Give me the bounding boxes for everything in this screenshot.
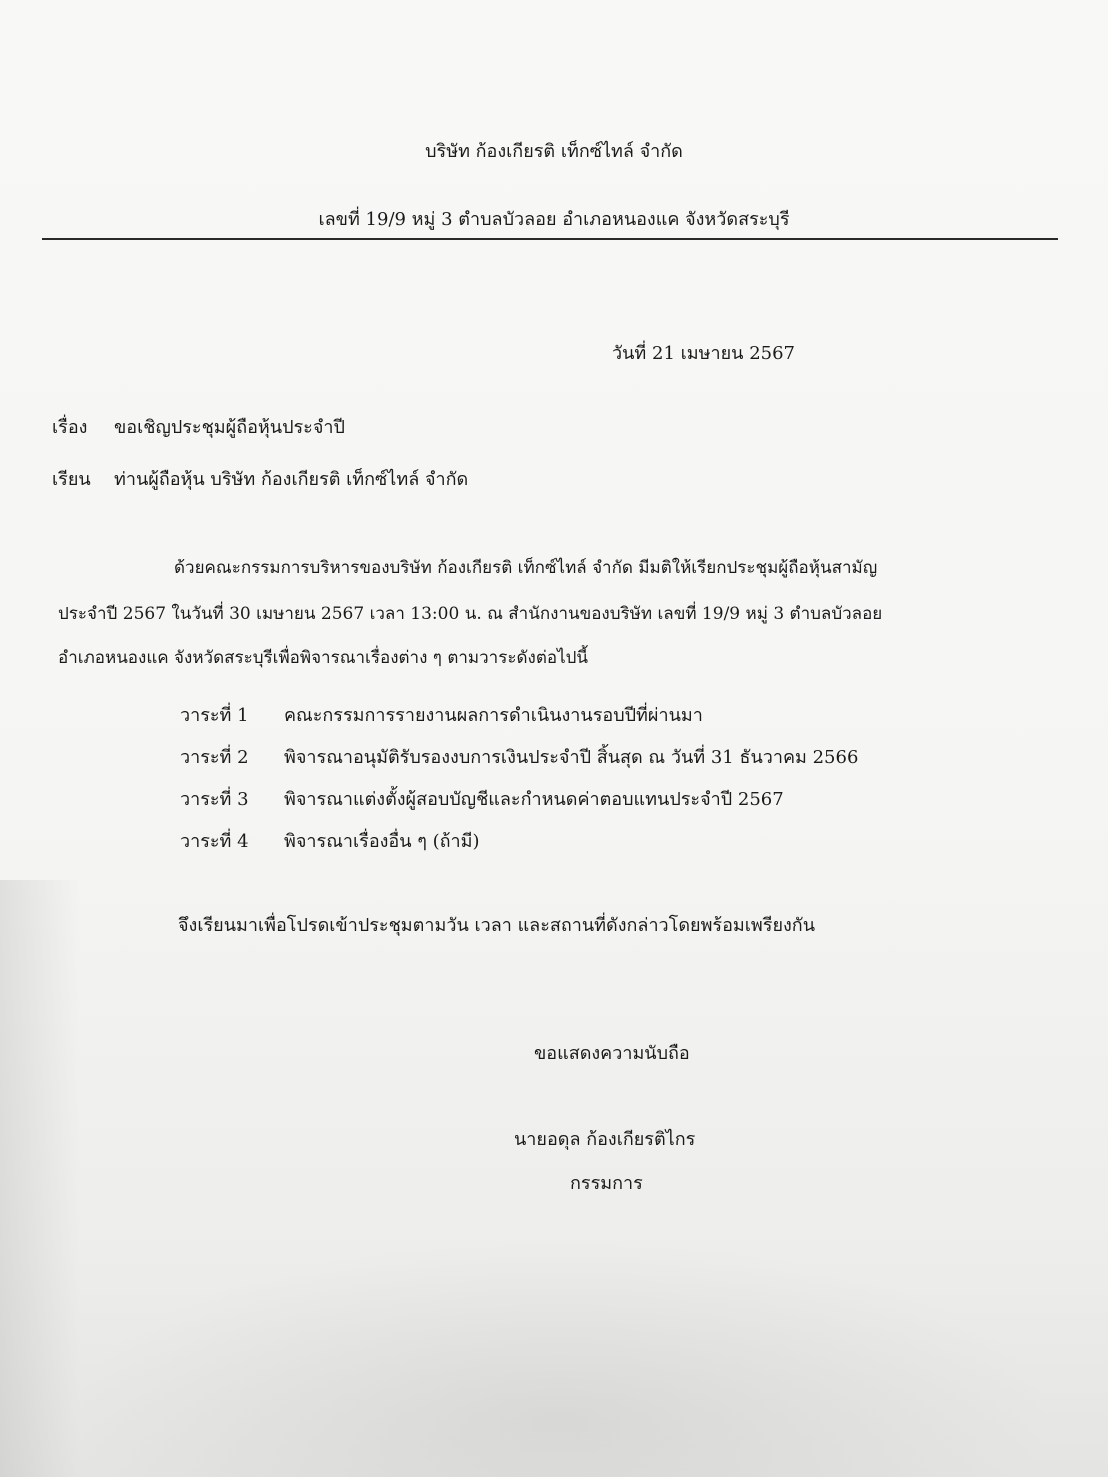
letter-date: วันที่ 21 เมษายน 2567 [612, 343, 795, 364]
company-address: เลขที่ 19/9 หมู่ 3 ตำบลบัวลอย อำเภอหนองแค จังหวัดสระบุรี [318, 209, 790, 230]
agenda-item-4: พิจารณาเรื่องอื่น ๆ (ถ้ามี) [284, 831, 480, 852]
closing-request: จึงเรียนมาเพื่อโปรดเข้าประชุมตามวัน เวลา และสถานที่ดังกล่าวโดยพร้อมเพรียงกัน [178, 915, 816, 936]
agenda-item-1: คณะกรรมการรายงานผลการดำเนินงานรอบปีที่ผ่านมา [284, 705, 703, 726]
signer-title: กรรมการ [570, 1173, 643, 1194]
agenda-label-2: วาระที่ 2 [180, 747, 249, 768]
paper-shadow [0, 880, 80, 1477]
recipient-text: ท่านผู้ถือหุ้น บริษัท ก้องเกียรติ เท็กซ์ไทล์ จำกัด [114, 469, 469, 490]
subject-label: เรื่อง [52, 417, 88, 438]
recipient-label: เรียน [52, 469, 91, 490]
salutation: ขอแสดงความนับถือ [534, 1043, 690, 1064]
agenda-label-1: วาระที่ 1 [180, 705, 249, 726]
signer-name: นายอดุล ก้องเกียรติไกร [514, 1129, 696, 1150]
subject-text: ขอเชิญประชุมผู้ถือหุ้นประจำปี [114, 417, 345, 438]
agenda-item-2: พิจารณาอนุมัติรับรองงบการเงินประจำปี สิ้นสุด ณ วันที่ 31 ธันวาคม 2566 [284, 747, 859, 768]
body-line-2: ประจำปี 2567 ในวันที่ 30 เมษายน 2567 เวลา 13:00 น. ณ สำนักงานของบริษัท เลขที่ 19/9 หมู่ 3 ตำบลบัวลอย [58, 604, 883, 624]
agenda-label-3: วาระที่ 3 [180, 789, 249, 810]
agenda-label-4: วาระที่ 4 [180, 831, 249, 852]
body-line-3: อำเภอหนองแค จังหวัดสระบุรีเพื่อพิจารณาเรื่องต่าง ๆ ตามวาระดังต่อไปนี้ [58, 648, 589, 668]
body-line-1: ด้วยคณะกรรมการบริหารของบริษัท ก้องเกียรติ เท็กซ์ไทล์ จำกัด มีมติให้เรียกประชุมผู้ถือหุ้นสามัญ [174, 558, 878, 578]
header-divider [42, 238, 1058, 240]
company-name: บริษัท ก้องเกียรติ เท็กซ์ไทล์ จำกัด [425, 141, 683, 162]
agenda-item-3: พิจารณาแต่งตั้งผู้สอบบัญชีและกำหนดค่าตอบแทนประจำปี 2567 [284, 789, 784, 810]
